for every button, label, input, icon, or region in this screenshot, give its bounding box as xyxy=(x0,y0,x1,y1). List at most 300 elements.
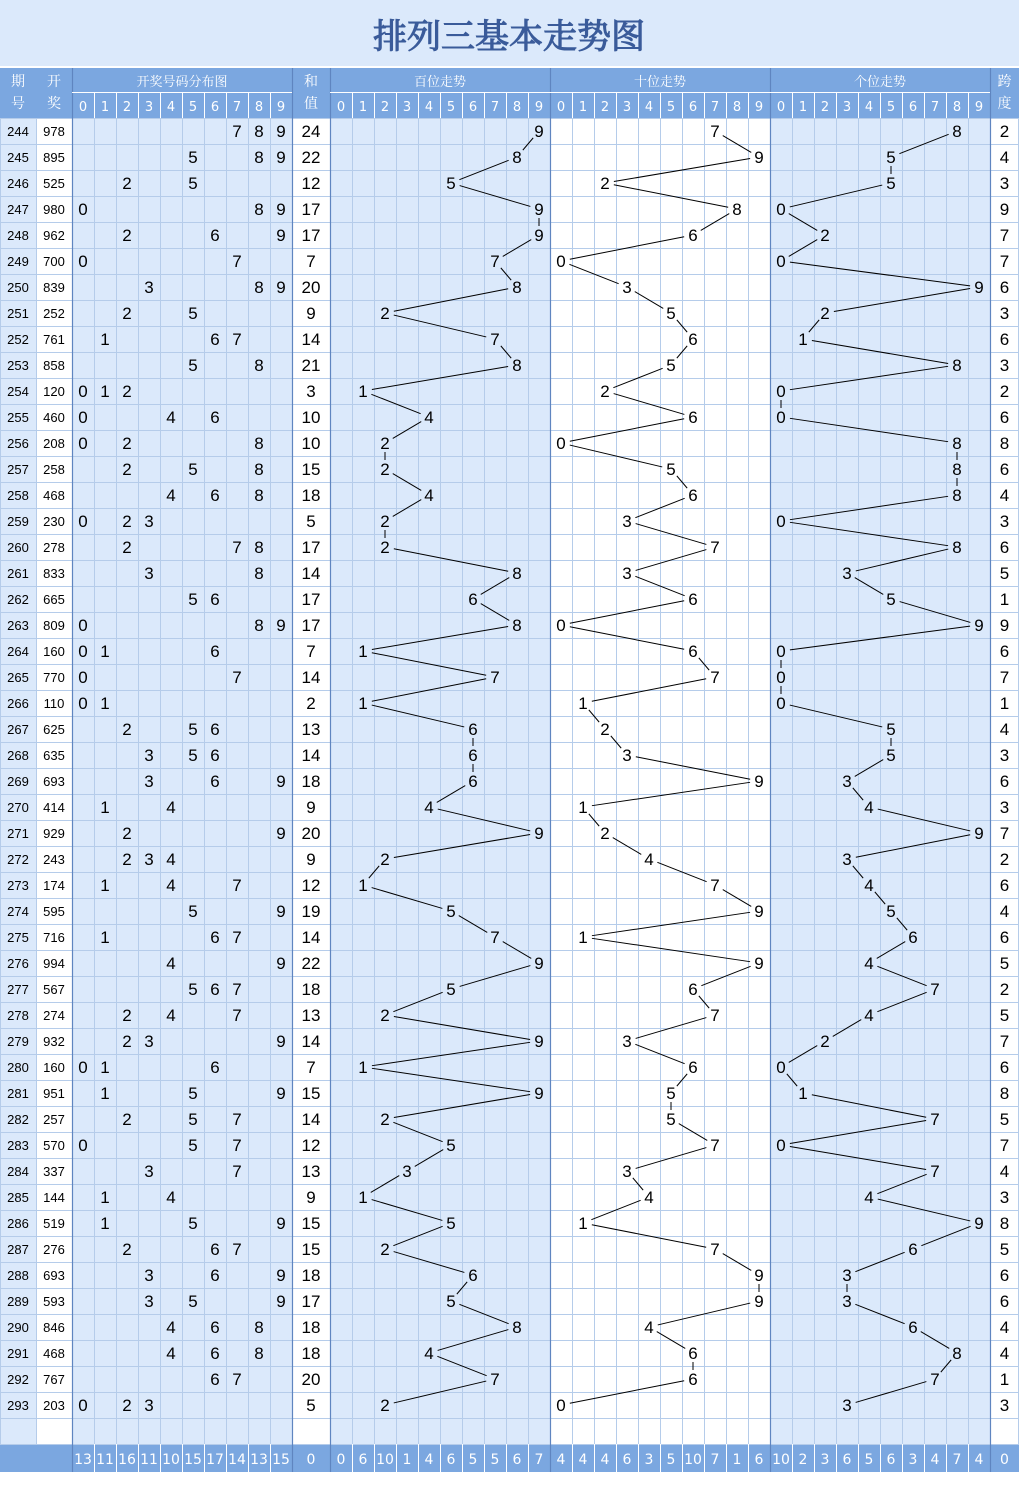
cell-span: 7 xyxy=(999,226,1010,245)
hundreds-point: 7 xyxy=(490,928,500,947)
cell-period: 250 xyxy=(7,280,29,295)
cell-draw: 693 xyxy=(43,1268,65,1283)
footer-units-count: 4 xyxy=(974,1452,984,1468)
header-tens: 十位走势 xyxy=(633,75,687,90)
cell-sum: 22 xyxy=(301,954,321,973)
footer-tens-count: 4 xyxy=(556,1452,566,1468)
cell-period: 255 xyxy=(7,410,29,425)
tens-point: 6 xyxy=(688,1058,698,1077)
distribution-digit: 5 xyxy=(188,460,198,479)
header-digit-2: 2 xyxy=(380,100,390,115)
hundreds-point: 5 xyxy=(446,980,456,999)
cell-period: 280 xyxy=(7,1060,29,1075)
distribution-digit: 4 xyxy=(166,954,176,973)
header-digit-9: 9 xyxy=(276,100,286,115)
distribution-digit: 7 xyxy=(232,668,242,687)
distribution-digit: 8 xyxy=(254,1318,264,1337)
distribution-digit: 9 xyxy=(276,1084,286,1103)
cell-period: 267 xyxy=(7,722,29,737)
footer-distribution-count: 17 xyxy=(206,1452,224,1468)
units-point: 7 xyxy=(930,1110,940,1129)
distribution-digit: 8 xyxy=(254,434,264,453)
units-point: 7 xyxy=(930,980,940,999)
distribution-digit: 7 xyxy=(232,928,242,947)
hundreds-point: 1 xyxy=(358,876,368,895)
cell-draw: 468 xyxy=(43,1346,65,1361)
tens-point: 4 xyxy=(644,850,654,869)
distribution-digit: 4 xyxy=(166,1188,176,1207)
hundreds-point: 8 xyxy=(512,148,522,167)
units-point: 3 xyxy=(842,1266,852,1285)
cell-period: 262 xyxy=(7,592,29,607)
distribution-digit: 1 xyxy=(100,1214,110,1233)
cell-period: 292 xyxy=(7,1372,29,1387)
footer-units-count: 4 xyxy=(930,1452,940,1468)
distribution-digit: 6 xyxy=(210,486,220,505)
tens-point: 1 xyxy=(578,1214,588,1233)
cell-period: 278 xyxy=(7,1008,29,1023)
cell-sum: 10 xyxy=(301,408,321,427)
hundreds-point: 9 xyxy=(534,954,544,973)
tens-point: 6 xyxy=(688,590,698,609)
hundreds-point: 2 xyxy=(380,512,390,531)
distribution-digit: 7 xyxy=(232,1136,242,1155)
tens-point: 3 xyxy=(622,1032,632,1051)
footer-units-count: 7 xyxy=(952,1452,962,1468)
cell-draw: 951 xyxy=(43,1086,65,1101)
cell-period: 253 xyxy=(7,358,29,373)
tens-point: 7 xyxy=(710,668,720,687)
cell-sum: 9 xyxy=(306,1188,316,1207)
distribution-digit: 5 xyxy=(188,746,198,765)
tens-point: 8 xyxy=(732,200,742,219)
distribution-digit: 3 xyxy=(144,1266,154,1285)
units-point: 9 xyxy=(974,278,984,297)
cell-draw: 120 xyxy=(43,384,65,399)
cell-period: 260 xyxy=(7,540,29,555)
cell-draw: 567 xyxy=(43,982,65,997)
cell-span: 2 xyxy=(999,382,1010,401)
cell-period: 244 xyxy=(7,124,29,139)
tens-point: 3 xyxy=(622,746,632,765)
distribution-digit: 3 xyxy=(144,1032,154,1051)
distribution-digit: 8 xyxy=(254,616,264,635)
units-point: 4 xyxy=(864,954,874,973)
cell-period: 265 xyxy=(7,670,29,685)
tens-point: 4 xyxy=(644,1318,654,1337)
cell-draw: 160 xyxy=(43,644,65,659)
units-point: 5 xyxy=(886,746,896,765)
cell-draw: 570 xyxy=(43,1138,65,1153)
distribution-digit: 8 xyxy=(254,122,264,141)
cell-draw: 833 xyxy=(43,566,65,581)
header-digit-6: 6 xyxy=(688,100,698,115)
cell-span: 1 xyxy=(999,590,1010,609)
distribution-digit: 1 xyxy=(100,798,110,817)
cell-draw: 716 xyxy=(43,930,65,945)
cell-draw: 208 xyxy=(43,436,65,451)
distribution-digit: 9 xyxy=(276,226,286,245)
distribution-digit: 7 xyxy=(232,538,242,557)
footer-hundreds-count: 10 xyxy=(376,1452,394,1468)
distribution-digit: 5 xyxy=(188,1292,198,1311)
hundreds-point: 4 xyxy=(424,798,434,817)
units-point: 6 xyxy=(908,1318,918,1337)
units-point: 0 xyxy=(776,1058,786,1077)
header-digit-7: 7 xyxy=(930,100,940,115)
header-digit-2: 2 xyxy=(600,100,610,115)
distribution-digit: 6 xyxy=(210,330,220,349)
units-point: 0 xyxy=(776,1136,786,1155)
footer-distribution-count: 13 xyxy=(250,1452,268,1468)
header-draw-line1: 开 xyxy=(47,74,61,90)
cell-draw: 929 xyxy=(43,826,65,841)
cell-sum: 5 xyxy=(306,512,316,531)
cell-span: 4 xyxy=(999,1318,1010,1337)
cell-sum: 15 xyxy=(301,1240,321,1259)
distribution-digit: 0 xyxy=(78,1396,88,1415)
distribution-digit: 0 xyxy=(78,252,88,271)
distribution-digit: 6 xyxy=(210,928,220,947)
distribution-digit: 3 xyxy=(144,564,154,583)
header-digit-9: 9 xyxy=(534,100,544,115)
cell-span: 5 xyxy=(999,954,1010,973)
cell-span: 6 xyxy=(999,1266,1010,1285)
hundreds-point: 9 xyxy=(534,1084,544,1103)
distribution-digit: 2 xyxy=(122,1032,132,1051)
distribution-digit: 9 xyxy=(276,616,286,635)
cell-sum: 21 xyxy=(301,356,321,375)
units-point: 9 xyxy=(974,616,984,635)
distribution-digit: 8 xyxy=(254,278,264,297)
cell-span: 4 xyxy=(999,902,1010,921)
distribution-digit: 7 xyxy=(232,330,242,349)
header-digit-7: 7 xyxy=(490,100,500,115)
tens-point: 1 xyxy=(578,798,588,817)
tens-point: 9 xyxy=(754,148,764,167)
tens-point: 9 xyxy=(754,954,764,973)
footer-tens-count: 6 xyxy=(622,1452,632,1468)
distribution-digit: 9 xyxy=(276,148,286,167)
footer-distribution-count: 14 xyxy=(228,1452,246,1468)
hundreds-point: 2 xyxy=(380,1240,390,1259)
distribution-digit: 7 xyxy=(232,1162,242,1181)
cell-sum: 7 xyxy=(306,252,316,271)
distribution-digit: 2 xyxy=(122,1110,132,1129)
tens-point: 4 xyxy=(644,1188,654,1207)
distribution-digit: 7 xyxy=(232,122,242,141)
units-point: 5 xyxy=(886,720,896,739)
cell-period: 276 xyxy=(7,956,29,971)
header-digit-3: 3 xyxy=(842,100,852,115)
footer-hundreds-count: 6 xyxy=(446,1452,456,1468)
hundreds-point: 2 xyxy=(380,1110,390,1129)
cell-sum: 9 xyxy=(306,798,316,817)
hundreds-point: 2 xyxy=(380,460,390,479)
cell-draw: 858 xyxy=(43,358,65,373)
units-point: 3 xyxy=(842,772,852,791)
distribution-digit: 2 xyxy=(122,720,132,739)
tens-point: 1 xyxy=(578,928,588,947)
footer-sum: 0 xyxy=(306,1452,316,1468)
cell-draw: 839 xyxy=(43,280,65,295)
hundreds-point: 8 xyxy=(512,564,522,583)
cell-draw: 978 xyxy=(43,124,65,139)
units-point: 6 xyxy=(908,1240,918,1259)
cell-draw: 243 xyxy=(43,852,65,867)
hundreds-point: 6 xyxy=(468,720,478,739)
cell-period: 256 xyxy=(7,436,29,451)
cell-span: 6 xyxy=(999,642,1010,661)
cell-period: 282 xyxy=(7,1112,29,1127)
cell-period: 261 xyxy=(7,566,29,581)
hundreds-point: 1 xyxy=(358,642,368,661)
cell-span: 6 xyxy=(999,772,1010,791)
units-point: 0 xyxy=(776,512,786,531)
cell-sum: 12 xyxy=(301,174,321,193)
hundreds-point: 9 xyxy=(534,200,544,219)
hundreds-point: 7 xyxy=(490,668,500,687)
tens-point: 2 xyxy=(600,824,610,843)
units-point: 9 xyxy=(974,824,984,843)
cell-span: 5 xyxy=(999,564,1010,583)
header-digit-8: 8 xyxy=(952,100,962,115)
distribution-digit: 6 xyxy=(210,1266,220,1285)
header-digit-4: 4 xyxy=(864,100,874,115)
hundreds-point: 8 xyxy=(512,356,522,375)
cell-period: 251 xyxy=(7,306,29,321)
header-sum-line1: 和 xyxy=(304,74,318,90)
cell-span: 8 xyxy=(999,1084,1010,1103)
distribution-digit: 7 xyxy=(232,876,242,895)
header-digit-4: 4 xyxy=(166,100,176,115)
hundreds-point: 2 xyxy=(380,434,390,453)
cell-sum: 19 xyxy=(301,902,321,921)
header-span-line2: 度 xyxy=(997,96,1012,112)
cell-sum: 15 xyxy=(301,1084,321,1103)
header-digit-6: 6 xyxy=(468,100,478,115)
distribution-digit: 7 xyxy=(232,1370,242,1389)
header-digit-3: 3 xyxy=(402,100,412,115)
cell-sum: 20 xyxy=(301,824,321,843)
cell-sum: 13 xyxy=(301,1162,321,1181)
cell-draw: 770 xyxy=(43,670,65,685)
hundreds-point: 2 xyxy=(380,1396,390,1415)
cell-sum: 17 xyxy=(301,1292,321,1311)
distribution-digit: 7 xyxy=(232,980,242,999)
header-digit-5: 5 xyxy=(446,100,456,115)
cell-period: 289 xyxy=(7,1294,29,1309)
cell-sum: 17 xyxy=(301,226,321,245)
distribution-digit: 4 xyxy=(166,1344,176,1363)
cell-span: 3 xyxy=(999,1188,1010,1207)
units-point: 4 xyxy=(864,798,874,817)
distribution-digit: 9 xyxy=(276,902,286,921)
cell-sum: 13 xyxy=(301,1006,321,1025)
distribution-digit: 1 xyxy=(100,1188,110,1207)
cell-span: 2 xyxy=(999,122,1010,141)
units-point: 1 xyxy=(798,330,808,349)
distribution-digit: 6 xyxy=(210,642,220,661)
tens-point: 0 xyxy=(556,434,566,453)
footer-hundreds-count: 6 xyxy=(512,1452,522,1468)
cell-span: 6 xyxy=(999,1058,1010,1077)
distribution-digit: 8 xyxy=(254,460,264,479)
cell-draw: 665 xyxy=(43,592,65,607)
tens-point: 7 xyxy=(710,122,720,141)
distribution-digit: 2 xyxy=(122,512,132,531)
cell-draw: 174 xyxy=(43,878,65,893)
footer-distribution-count: 11 xyxy=(96,1452,114,1468)
tens-point: 5 xyxy=(666,304,676,323)
tens-point: 5 xyxy=(666,460,676,479)
cell-span: 1 xyxy=(999,1370,1010,1389)
units-point: 0 xyxy=(776,252,786,271)
distribution-digit: 4 xyxy=(166,850,176,869)
header-period-line1: 期 xyxy=(11,74,25,90)
cell-draw: 274 xyxy=(43,1008,65,1023)
hundreds-point: 6 xyxy=(468,590,478,609)
units-point: 8 xyxy=(952,122,962,141)
cell-period: 249 xyxy=(7,254,29,269)
units-point: 3 xyxy=(842,1292,852,1311)
distribution-digit: 5 xyxy=(188,980,198,999)
hundreds-point: 5 xyxy=(446,902,456,921)
units-point: 7 xyxy=(930,1162,940,1181)
distribution-digit: 5 xyxy=(188,1110,198,1129)
tens-point: 3 xyxy=(622,1162,632,1181)
cell-draw: 761 xyxy=(43,332,65,347)
header-hundreds: 百位走势 xyxy=(413,75,467,90)
cell-period: 285 xyxy=(7,1190,29,1205)
units-point: 2 xyxy=(820,304,830,323)
cell-span: 6 xyxy=(999,408,1010,427)
distribution-digit: 6 xyxy=(210,226,220,245)
distribution-digit: 6 xyxy=(210,590,220,609)
distribution-digit: 8 xyxy=(254,200,264,219)
hundreds-point: 2 xyxy=(380,538,390,557)
units-point: 3 xyxy=(842,1396,852,1415)
units-point: 7 xyxy=(930,1370,940,1389)
hundreds-point: 4 xyxy=(424,486,434,505)
footer-tens-count: 7 xyxy=(710,1452,720,1468)
cell-period: 286 xyxy=(7,1216,29,1231)
hundreds-point: 9 xyxy=(534,1032,544,1051)
header-digit-8: 8 xyxy=(732,100,742,115)
distribution-digit: 1 xyxy=(100,1058,110,1077)
footer-hundreds-count: 4 xyxy=(424,1452,434,1468)
distribution-digit: 3 xyxy=(144,1292,154,1311)
distribution-digit: 3 xyxy=(144,746,154,765)
header-digit-3: 3 xyxy=(622,100,632,115)
header-digit-0: 0 xyxy=(776,100,786,115)
distribution-digit: 3 xyxy=(144,1396,154,1415)
cell-draw: 593 xyxy=(43,1294,65,1309)
hundreds-point: 1 xyxy=(358,694,368,713)
hundreds-point: 5 xyxy=(446,1136,456,1155)
units-point: 0 xyxy=(776,694,786,713)
header-draw-line2: 奖 xyxy=(47,96,61,112)
footer-tens-count: 10 xyxy=(684,1452,702,1468)
cell-draw: 962 xyxy=(43,228,65,243)
cell-sum: 14 xyxy=(301,746,321,765)
cell-span: 7 xyxy=(999,824,1010,843)
distribution-digit: 7 xyxy=(232,1006,242,1025)
distribution-digit: 6 xyxy=(210,1370,220,1389)
hundreds-point: 1 xyxy=(358,1188,368,1207)
cell-sum: 13 xyxy=(301,720,321,739)
footer-tens-count: 4 xyxy=(600,1452,610,1468)
distribution-digit: 2 xyxy=(122,460,132,479)
cell-period: 290 xyxy=(7,1320,29,1335)
cell-draw: 994 xyxy=(43,956,65,971)
hundreds-point: 7 xyxy=(490,330,500,349)
distribution-digit: 6 xyxy=(210,720,220,739)
hundreds-point: 5 xyxy=(446,1214,456,1233)
cell-period: 266 xyxy=(7,696,29,711)
header-digit-4: 4 xyxy=(644,100,654,115)
cell-period: 263 xyxy=(7,618,29,633)
cell-sum: 14 xyxy=(301,1032,321,1051)
cell-draw: 625 xyxy=(43,722,65,737)
units-point: 5 xyxy=(886,902,896,921)
cell-span: 4 xyxy=(999,1162,1010,1181)
distribution-digit: 7 xyxy=(232,1110,242,1129)
hundreds-point: 2 xyxy=(380,850,390,869)
header-digit-9: 9 xyxy=(754,100,764,115)
header-digit-0: 0 xyxy=(556,100,566,115)
distribution-digit: 2 xyxy=(122,538,132,557)
footer-units-count: 10 xyxy=(772,1452,790,1468)
distribution-digit: 0 xyxy=(78,408,88,427)
cell-period: 288 xyxy=(7,1268,29,1283)
distribution-digit: 2 xyxy=(122,824,132,843)
header-distribution: 开奖号码分布图 xyxy=(136,75,228,90)
header-digit-1: 1 xyxy=(100,100,110,115)
footer-tens-count: 6 xyxy=(754,1452,764,1468)
cell-span: 7 xyxy=(999,252,1010,271)
cell-span: 1 xyxy=(999,694,1010,713)
tens-point: 7 xyxy=(710,876,720,895)
units-point: 0 xyxy=(776,642,786,661)
distribution-digit: 9 xyxy=(276,1266,286,1285)
footer-distribution-count: 11 xyxy=(140,1452,158,1468)
tens-point: 6 xyxy=(688,226,698,245)
distribution-digit: 3 xyxy=(144,772,154,791)
header-digit-6: 6 xyxy=(908,100,918,115)
cell-draw: 160 xyxy=(43,1060,65,1075)
cell-draw: 846 xyxy=(43,1320,65,1335)
cell-period: 258 xyxy=(7,488,29,503)
cell-sum: 15 xyxy=(301,460,321,479)
cell-sum: 24 xyxy=(301,122,321,141)
cell-sum: 5 xyxy=(306,1396,316,1415)
cell-period: 273 xyxy=(7,878,29,893)
tens-point: 2 xyxy=(600,720,610,739)
distribution-digit: 6 xyxy=(210,408,220,427)
hundreds-point: 7 xyxy=(490,252,500,271)
header-digit-5: 5 xyxy=(188,100,198,115)
tens-point: 9 xyxy=(754,1266,764,1285)
distribution-digit: 1 xyxy=(100,1084,110,1103)
distribution-digit: 6 xyxy=(210,1318,220,1337)
cell-sum: 18 xyxy=(301,772,321,791)
cell-sum: 12 xyxy=(301,876,321,895)
units-point: 0 xyxy=(776,382,786,401)
cell-span: 5 xyxy=(999,1006,1010,1025)
distribution-digit: 0 xyxy=(78,1058,88,1077)
footer-distribution-count: 15 xyxy=(272,1452,290,1468)
